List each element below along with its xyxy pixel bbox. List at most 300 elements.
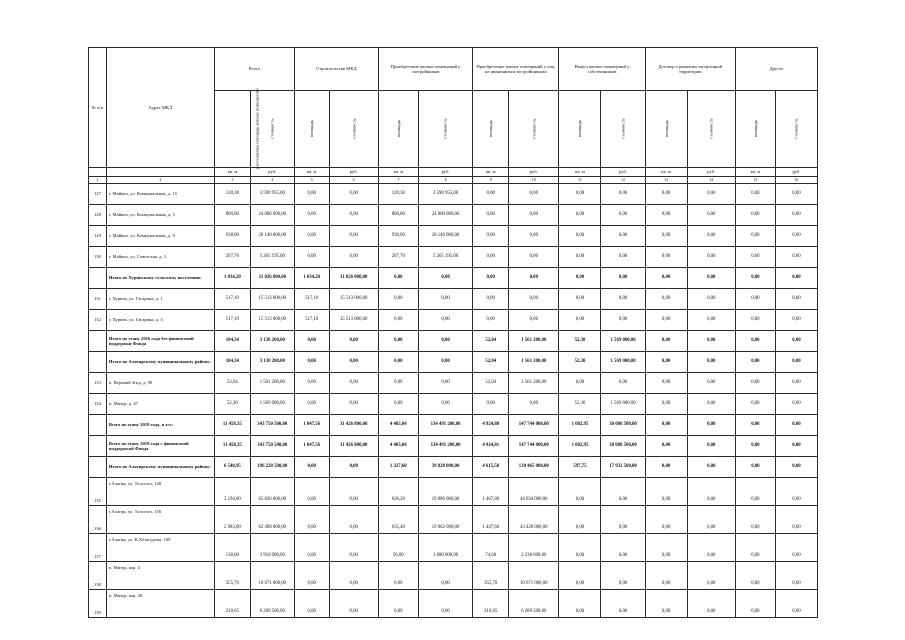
row-value: 0,00 [509,205,559,226]
row-value: 28 140 000,00 [418,226,473,247]
row-value: 0,00 [559,247,601,268]
row-value: 0,00 [687,394,735,415]
row-value: 147 744 000,00 [509,436,559,457]
row-value: 1 561 200,00 [509,373,559,394]
row-value: 0,00 [687,506,735,534]
row-value: 800,00 [215,205,251,226]
row-value: 0,00 [329,247,378,268]
total-row [89,352,818,373]
row-value: 0,00 [601,289,645,310]
table-row [89,534,818,562]
unit-cell: кв. м [559,168,601,177]
row-value: 0,00 [378,394,418,415]
row-value: 0,00 [559,289,601,310]
row-value: 0,00 [601,184,645,205]
row-value: 0,00 [687,226,735,247]
row-value: 3 918 000,00 [250,534,294,562]
row-address: Всего по этапу 2018 года с финансовой поддержкой Фонда [106,436,214,457]
row-value: 0,00 [294,478,329,506]
index-cell: 16 [775,177,817,184]
row-value: 0,00 [559,205,601,226]
row-value: 11 458,35 [215,415,251,436]
row-value: 0,00 [687,352,735,373]
row-address: п. Мизур, кор. 4 [106,562,214,590]
row-value: 4 924,80 [473,415,509,436]
row-value: 0,00 [294,226,329,247]
row-address: г. Хуриек, ул. Гагарина, д. 3 [106,310,214,331]
row-value: 0,00 [473,394,509,415]
total-row [89,457,818,478]
row-value: 30 088 500,00 [601,415,645,436]
index-cell: 5 [294,177,329,184]
table-row [89,226,818,247]
row-value: 0,00 [735,331,775,352]
row-value: 0,00 [645,562,687,590]
row-value: 0,00 [509,184,559,205]
row-value: 355,70 [215,562,251,590]
row-value: 0,00 [775,478,817,506]
col-sub-header: площадь [735,91,775,168]
row-value: 0,00 [775,331,817,352]
row-value: 0,00 [735,590,775,618]
row-value: 0,00 [687,373,735,394]
row-value: 517,10 [215,310,251,331]
row-value: 1 680 000,00 [418,534,473,562]
row-value: 31 026 000,00 [329,268,378,289]
row-value: 4 483,04 [378,415,418,436]
row-value: 0,00 [687,184,735,205]
row-value: 0,00 [645,394,687,415]
row-value: 0,00 [735,226,775,247]
row-address: п. Мизур, д. 47 [106,394,214,415]
row-address: г. Хуриек, ул. Гагарина, д. 1 [106,289,214,310]
row-value: 0,00 [735,534,775,562]
col-sub-header: стоимость [329,91,378,168]
row-value: 52,30 [559,394,601,415]
row-value: 0,00 [735,415,775,436]
unit-cell [106,168,214,177]
index-cell: 6 [329,177,378,184]
row-value: 0,00 [687,590,735,618]
row-value: 0,00 [645,184,687,205]
row-value: 0,00 [559,226,601,247]
row-value: 0,00 [775,268,817,289]
row-value: 0,00 [775,289,817,310]
row-value: 1 569 000,00 [601,352,645,373]
index-cell: 15 [735,177,775,184]
col-group-purchase-others: Приобретение жилых помещений у лиц, не являющихся застройщиками [473,48,559,91]
row-value: 0,00 [329,478,378,506]
row-address: г. Майкоп, ул. Коммунальная, д. 15 [106,184,214,205]
row-value: 0,00 [378,310,418,331]
row-value: 30 088 500,00 [601,436,645,457]
row-value: 0,00 [418,562,473,590]
row-value: 0,00 [735,247,775,268]
row-value: 0,00 [775,352,817,373]
row-value: 0,00 [601,268,645,289]
row-value: 0,00 [687,478,735,506]
row-value: 1 327,60 [378,457,418,478]
unit-cell: руб. [509,168,559,177]
row-address: Итого по Алагирскому муниципальному району: [106,457,214,478]
row-value: 0,00 [775,590,817,618]
row-value: 15 513 000,00 [329,310,378,331]
row-value: 0,00 [687,534,735,562]
row-value: 517,10 [215,289,251,310]
unit-cell: руб. [601,168,645,177]
index-cell: 2 [106,177,214,184]
units-row [89,168,818,177]
row-value: 0,00 [601,226,645,247]
row-number [89,457,107,478]
row-value: 52,30 [215,394,251,415]
unit-cell: руб. [329,168,378,177]
row-value: 52,04 [473,352,509,373]
row-value: 5 265 195,00 [418,247,473,268]
row-number: 128 [89,205,107,226]
index-cell: 4 [250,177,294,184]
row-address: г.Алагир, ул. К.Хетагурова, 189 [106,534,214,562]
row-number [89,352,107,373]
row-value: 0,00 [645,247,687,268]
row-value: 31 426 800,00 [329,415,378,436]
row-value: 0,00 [735,457,775,478]
row-number: 131 [89,289,107,310]
row-value: 15 513 000,00 [250,310,294,331]
col-sub-header: площадь [559,91,601,168]
row-value: 0,00 [418,394,473,415]
row-value: 4 924,81 [473,436,509,457]
row-value: 210,65 [473,590,509,618]
row-value: 517,10 [294,289,329,310]
row-value: 0,00 [329,373,378,394]
row-value: 134 491 200,00 [418,436,473,457]
row-value: 1 002,95 [559,436,601,457]
row-value: 31 426 800,00 [329,436,378,457]
index-cell: 11 [559,177,601,184]
row-value: 0,00 [735,394,775,415]
row-value: 0,00 [418,352,473,373]
row-value: 0,00 [645,352,687,373]
row-value: 517,10 [294,310,329,331]
row-value: 0,00 [378,331,418,352]
row-number [89,268,107,289]
row-value: 19 062 000,00 [418,506,473,534]
row-value: 0,00 [294,457,329,478]
unit-cell: руб. [687,168,735,177]
row-value: 43 428 000,00 [509,506,559,534]
row-value: 0,00 [735,506,775,534]
row-value: 0,00 [775,506,817,534]
row-value: 11 458,35 [215,436,251,457]
row-value: 0,00 [775,436,817,457]
unit-cell: кв. м [735,168,775,177]
row-address: г. Майкоп, ул. Коммунальная, д. 5 [106,205,214,226]
col-sub-header: площадь [378,91,418,168]
row-value: 4 483,04 [378,436,418,457]
document-sheet [88,47,818,618]
row-value: 0,00 [559,373,601,394]
row-value: 0,00 [775,247,817,268]
row-value: 0,00 [473,268,509,289]
col-sub-header: площадь [473,91,509,168]
row-value: 17 932 500,00 [601,457,645,478]
row-value: 0,00 [645,310,687,331]
row-value: 0,00 [601,562,645,590]
unit-cell: кв. м [294,168,329,177]
row-value: 130,60 [215,534,251,562]
row-value: 0,00 [294,184,329,205]
row-value: 0,00 [294,562,329,590]
row-value: 134 491 200,00 [418,415,473,436]
row-value: 0,00 [735,205,775,226]
row-address: г.Алагир, ул. Толстого, 156 [106,506,214,534]
col-sub-header: стоимость [687,91,735,168]
row-value: 0,00 [329,590,378,618]
row-value: 0,00 [294,590,329,618]
row-value: 0,00 [418,310,473,331]
row-value: 0,00 [559,310,601,331]
row-value: 0,00 [418,373,473,394]
row-value: 0,00 [775,184,817,205]
row-address: Итого по Алагирскому муниципальному району: [106,352,214,373]
col-sub-header: стоимость [775,91,817,168]
row-value: 0,00 [378,590,418,618]
row-number: 134 [89,394,107,415]
row-value: 0,00 [735,478,775,506]
row-value: 0,00 [601,205,645,226]
row-value: 0,00 [735,373,775,394]
row-value: 4 615,50 [473,457,509,478]
row-value: 6 289 500,00 [509,590,559,618]
row-value: 635,40 [378,506,418,534]
row-value: 2 238 000,00 [509,534,559,562]
col-sub-header: площадь [294,91,329,168]
col-sub-header: расселяемая площадь жилых помещений [215,91,251,168]
row-address: п. Верхний Згид, д. 90 [106,373,214,394]
row-value: 0,00 [601,247,645,268]
row-value: 0,00 [735,268,775,289]
row-value: 0,00 [559,184,601,205]
row-value: 0,00 [473,205,509,226]
row-value: 52,30 [559,352,601,373]
row-value: 104,34 [215,352,251,373]
row-value: 0,00 [378,268,418,289]
row-value: 0,00 [645,506,687,534]
row-address: г. Майкоп, ул. Коммунальная, д. 9 [106,226,214,247]
row-value: 3 590 955,00 [250,184,294,205]
row-value: 0,00 [294,247,329,268]
row-value: 1 002,95 [559,415,601,436]
row-value: 6 289 500,00 [250,590,294,618]
row-value: 196 228 500,00 [250,457,294,478]
row-value: 0,00 [775,226,817,247]
row-value: 0,00 [687,562,735,590]
row-value: 1 047,56 [294,415,329,436]
table-row [89,289,818,310]
unit-cell: кв. м [645,168,687,177]
row-value: 0,00 [418,268,473,289]
row-value: 0,00 [329,506,378,534]
row-value: 0,00 [687,415,735,436]
row-value: 0,00 [775,310,817,331]
row-value: 0,00 [645,373,687,394]
row-value: 1 561 200,00 [509,331,559,352]
index-cell: 10 [509,177,559,184]
row-value: 0,00 [509,268,559,289]
index-cell: 1 [89,177,107,184]
row-address: г. Майкоп, ул. Советская, д. 2 [106,247,214,268]
row-value: 0,00 [687,205,735,226]
row-value: 0,00 [735,184,775,205]
row-value: 0,00 [775,205,817,226]
row-number: 139 [89,590,107,618]
row-value: 207,70 [378,247,418,268]
row-address: п. Мизур, кор. 26 [106,590,214,618]
row-value: 0,00 [735,310,775,331]
table-row [89,184,818,205]
row-value: 120,30 [378,184,418,205]
row-value: 800,00 [378,205,418,226]
row-value: 0,00 [687,247,735,268]
table-row [89,205,818,226]
row-value: 0,00 [559,562,601,590]
row-value: 147 744 000,00 [509,415,559,436]
table-row [89,310,818,331]
col-group-purchase-developers: Приобретение жилых помещений у застройщиков [378,48,473,91]
row-value: 0,00 [601,310,645,331]
row-value: 104,34 [215,331,251,352]
row-value: 0,00 [645,415,687,436]
row-value: 15 513 000,00 [329,289,378,310]
total-row [89,268,818,289]
row-number: 135 [89,478,107,506]
row-value: 0,00 [329,184,378,205]
index-cell: 13 [645,177,687,184]
row-value: 343 750 500,00 [250,415,294,436]
col-header-address: Адрес МКД [106,48,214,168]
row-value: 0,00 [378,289,418,310]
row-value: 19 086 000,00 [418,478,473,506]
total-row [89,415,818,436]
row-value: 1 447,60 [473,506,509,534]
row-value: 1 047,56 [294,436,329,457]
row-number [89,331,107,352]
table-row [89,562,818,590]
row-value: 0,00 [735,436,775,457]
row-value: 0,00 [687,457,735,478]
row-value: 0,00 [329,394,378,415]
row-value: 52,30 [559,331,601,352]
row-value: 1 034,20 [294,268,329,289]
row-value: 0,00 [645,436,687,457]
col-sub-header: стоимость [509,91,559,168]
row-value: 0,00 [329,352,378,373]
row-number: 132 [89,310,107,331]
row-value: 938,00 [378,226,418,247]
row-value: 74,60 [473,534,509,562]
table-body [89,184,818,618]
index-cell: 8 [418,177,473,184]
col-sub-header: стоимость [418,91,473,168]
index-cell: 9 [473,177,509,184]
unit-cell: кв. м [215,168,251,177]
row-number [89,415,107,436]
row-value: 0,00 [294,534,329,562]
row-value: 1 561 200,00 [250,373,294,394]
row-value: 597,75 [559,457,601,478]
row-value: 0,00 [645,205,687,226]
row-value: 56,00 [378,534,418,562]
row-value: 0,00 [645,478,687,506]
row-number: 129 [89,226,107,247]
row-value: 52,04 [473,373,509,394]
row-value: 0,00 [687,310,735,331]
row-value: 0,00 [329,562,378,590]
row-value: 0,00 [645,268,687,289]
row-number: 133 [89,373,107,394]
row-value: 0,00 [645,331,687,352]
row-value: 0,00 [509,289,559,310]
row-value: 0,00 [329,534,378,562]
index-cell: 7 [378,177,418,184]
row-value: 0,00 [509,226,559,247]
row-value: 24 000 000,00 [418,205,473,226]
row-value: 343 750 500,00 [250,436,294,457]
row-value: 0,00 [559,506,601,534]
row-value: 0,00 [775,394,817,415]
row-value: 0,00 [645,534,687,562]
table-row [89,506,818,534]
row-value: 0,00 [601,478,645,506]
row-value: 138 465 000,00 [509,457,559,478]
row-value: 0,00 [735,289,775,310]
row-number: 136 [89,506,107,534]
row-value: 0,00 [509,247,559,268]
row-value: 10 671 000,00 [509,562,559,590]
unit-cell: руб. [775,168,817,177]
row-value: 0,00 [473,247,509,268]
row-value: 0,00 [559,590,601,618]
row-value: 210,65 [215,590,251,618]
row-value: 1 034,20 [215,268,251,289]
col-sub-header: стоимость [250,91,294,168]
row-value: 0,00 [329,205,378,226]
row-value: 0,00 [775,457,817,478]
row-value: 0,00 [294,352,329,373]
row-value: 0,00 [601,506,645,534]
row-value: 0,00 [775,562,817,590]
row-value: 0,00 [601,373,645,394]
row-value: 0,00 [687,289,735,310]
index-cell: 3 [215,177,251,184]
row-value: 39 828 000,00 [418,457,473,478]
row-value: 0,00 [775,415,817,436]
row-value: 0,00 [645,590,687,618]
row-address: г.Алагир, ул. Толстого, 148 [106,478,214,506]
resettlement-table [88,47,818,618]
index-cell: 12 [601,177,645,184]
row-value: 0,00 [509,394,559,415]
row-value: 0,00 [329,226,378,247]
row-value: 636,20 [378,478,418,506]
row-number: 127 [89,184,107,205]
row-address: Итого по этапу 2016 года без финансовой поддержки Фонда [106,331,214,352]
col-group-development-contract: Договор о развитии застроенной территории [645,48,735,91]
row-value: 0,00 [378,562,418,590]
row-value: 0,00 [735,562,775,590]
row-value: 52,04 [215,373,251,394]
